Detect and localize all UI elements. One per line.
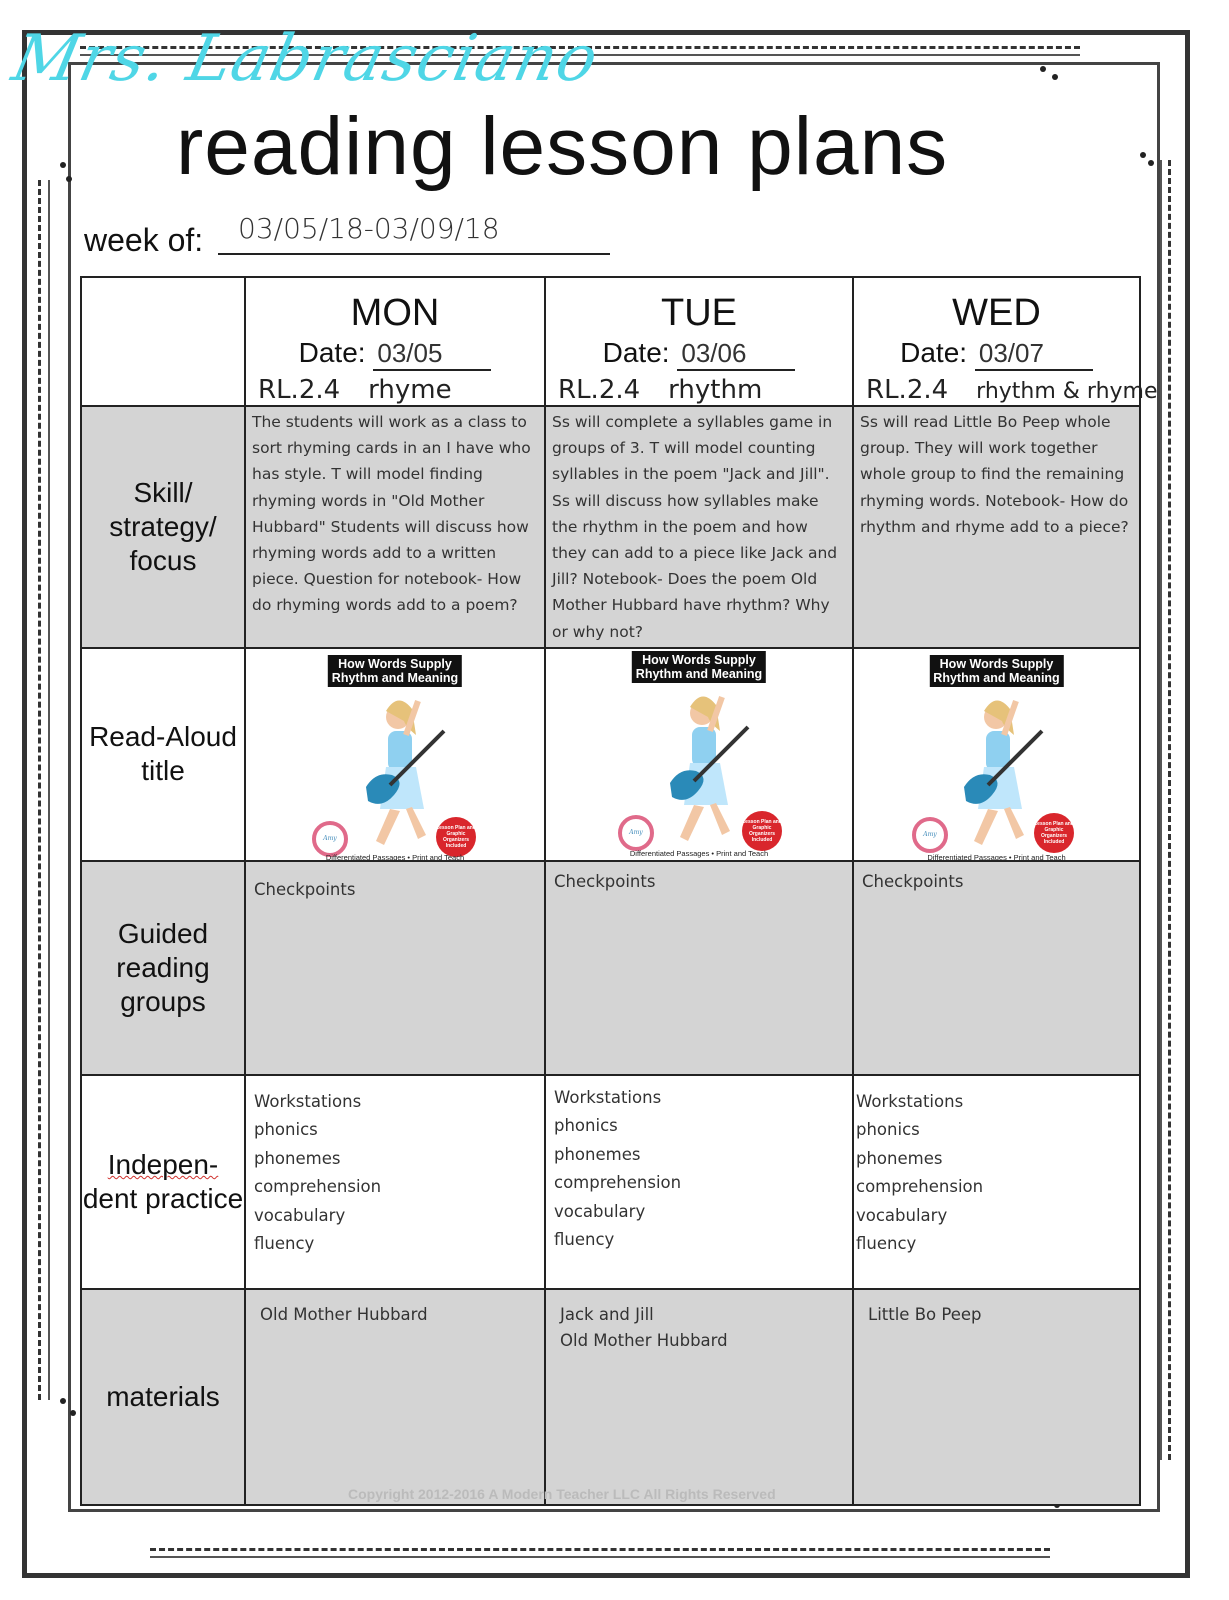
- guided-row: [81, 861, 1140, 1075]
- materials-cell-wed: [853, 1289, 1140, 1505]
- materials-cell-mon: [245, 1289, 545, 1505]
- book-cover: [854, 649, 1139, 860]
- book-title-line: Rhythm and Meaning: [635, 666, 763, 681]
- material-item: Jack and Jill: [560, 1304, 654, 1324]
- frame-dot: [1148, 160, 1154, 166]
- skill-row: [81, 406, 1140, 648]
- list-item: phonics: [254, 1120, 318, 1140]
- material-item: Old Mother Hubbard: [260, 1304, 428, 1324]
- frame-line: [1160, 160, 1162, 1460]
- lesson-plan-table: [80, 276, 1158, 1506]
- author-wreath: Amy: [618, 815, 654, 851]
- topic: rhythm & rhyme: [976, 379, 1158, 404]
- workstation-list: [854, 1076, 1139, 1271]
- included-seal: Lesson Plan and Graphic Organizers Included: [436, 817, 476, 857]
- standard-line: [546, 375, 852, 405]
- materials-cell-tue: [545, 1289, 853, 1505]
- book-title: [328, 655, 462, 687]
- checkpoints-text: Checkpoints: [862, 871, 964, 891]
- list-item: comprehension: [254, 1177, 382, 1197]
- independent-row: [81, 1075, 1140, 1289]
- checkpoints-text: Checkpoints: [254, 879, 356, 899]
- list-item: comprehension: [856, 1177, 984, 1197]
- topic: rhythm: [668, 375, 763, 405]
- day-name: TUE: [661, 292, 737, 334]
- list-item: phonemes: [554, 1144, 641, 1164]
- list-item: phonics: [856, 1120, 920, 1140]
- book-footer: Differentiated Passages • Print and Teach: [629, 848, 769, 858]
- frame-dot: [1040, 66, 1046, 72]
- list-item: fluency: [254, 1234, 315, 1254]
- list-heading: Workstations: [254, 1091, 362, 1111]
- book-title-line: Rhythm and Meaning: [331, 670, 459, 685]
- list-item: vocabulary: [554, 1201, 646, 1221]
- independent-cell-tue: [545, 1075, 853, 1289]
- row-label-part: Indepen-: [107, 1148, 219, 1180]
- list-item: comprehension: [554, 1173, 682, 1193]
- week-of-underline: [218, 253, 610, 255]
- skill-text: Ss will complete a syllables game in groups of 3. T will model counting syllables in the poem "Jack and Jill". Ss will discuss how syllables make the rhythm in the poem and how they can add to a piece like Jack and Jill? Notebook- Does the poem Old Mother Hubbard have rhythm? Why or why not?: [552, 413, 838, 641]
- standard-code: RL.2.4: [258, 375, 341, 405]
- week-of-value: 03/05/18-03/09/18: [238, 212, 500, 245]
- materials-row: [81, 1289, 1140, 1505]
- materials-list: [246, 1290, 544, 1340]
- frame-dash: [38, 180, 41, 1400]
- skill-cell-tue: [545, 406, 853, 648]
- standard-code: RL.2.4: [866, 375, 949, 405]
- book-footer: Differentiated Passages • Print and Teach: [927, 852, 1066, 862]
- date-label: Date:: [900, 337, 968, 368]
- guided-cell-wed: [853, 861, 1140, 1075]
- day-header-mon: [245, 277, 545, 406]
- skill-cell-wed: [853, 406, 1140, 648]
- copyright-notice: Copyright 2012-2016 A Modern Teacher LLC All Rights Reserved: [348, 1486, 776, 1502]
- list-item: fluency: [856, 1234, 917, 1254]
- topic: rhyme: [368, 375, 452, 405]
- author-wreath: Amy: [312, 821, 348, 857]
- standard-code: RL.2.4: [558, 375, 641, 405]
- frame-dot: [60, 1398, 66, 1404]
- week-of-label: week of:: [84, 222, 204, 258]
- frame-dash: [1168, 160, 1171, 1460]
- book-cover: [246, 649, 544, 860]
- date-value: 03/07: [975, 338, 1093, 371]
- material-item: Little Bo Peep: [868, 1304, 982, 1324]
- day-header-wed: [853, 277, 1158, 406]
- day-name: WED: [952, 292, 1041, 334]
- frame-dot: [1140, 152, 1146, 158]
- skill-text: The students will work as a class to sort rhyming cards in an I have who has style. T will model finding rhyming words in "Old Mother Hubbard" Students will discuss how rhyming words add to a written piece. Question for notebook- How do rhyming words add to a poem?: [252, 413, 531, 615]
- date-line: [546, 337, 852, 371]
- corner-cell: [81, 277, 245, 406]
- materials-list: [546, 1290, 852, 1366]
- teacher-signature: Mrs. Labrasciano: [6, 22, 605, 96]
- day-header-tue: [545, 277, 853, 406]
- frame-dot: [1052, 74, 1058, 80]
- readaloud-row: [81, 648, 1140, 861]
- row-label-readaloud: Read-Aloud title: [81, 648, 245, 861]
- standard-line: [246, 375, 544, 405]
- list-heading: Workstations: [554, 1087, 662, 1107]
- book-title-line: How Words Supply: [642, 652, 756, 667]
- independent-cell-mon: [245, 1075, 545, 1289]
- readaloud-cell-tue: [545, 648, 853, 861]
- independent-cell-wed: [853, 1075, 1140, 1289]
- frame-line: [48, 180, 50, 1400]
- readaloud-cell-mon: [245, 648, 545, 861]
- list-item: phonemes: [254, 1148, 341, 1168]
- row-label-independent: [81, 1075, 245, 1289]
- book-footer: Differentiated Passages • Print and Teach: [325, 852, 465, 862]
- frame-line: [150, 1556, 1050, 1558]
- standard-line: [854, 375, 1158, 405]
- frame-dot: [60, 162, 66, 168]
- material-item: Old Mother Hubbard: [560, 1330, 728, 1350]
- row-label-skill: Skill/ strategy/ focus: [81, 406, 245, 648]
- checkpoints-text: Checkpoints: [554, 871, 656, 891]
- included-seal: Lesson Plan and Graphic Organizers Included: [742, 811, 782, 851]
- list-item: vocabulary: [856, 1205, 948, 1225]
- book-cover: [546, 649, 852, 860]
- row-label-materials: materials: [81, 1289, 245, 1505]
- frame-dot: [70, 1410, 76, 1416]
- list-item: phonics: [554, 1116, 618, 1136]
- workstation-list: [546, 1076, 852, 1267]
- frame-dot: [66, 176, 72, 182]
- author-wreath: Amy: [912, 817, 948, 853]
- included-seal: Lesson Plan and Graphic Organizers Included: [1034, 813, 1074, 853]
- skill-text: Ss will read Little Bo Peep whole group. They will work together whole group to find the remaining rhyming words. Notebook- How do rhythm and rhyme add to a piece?: [860, 413, 1129, 536]
- frame-dash: [150, 1548, 1050, 1551]
- table-header-row: [81, 277, 1140, 406]
- book-title: [929, 655, 1063, 687]
- date-value: 03/06: [677, 338, 795, 371]
- book-title-line: How Words Supply: [939, 656, 1054, 671]
- row-label-part: dent practice: [82, 1182, 244, 1214]
- row-label-guided: Guided reading groups: [81, 861, 245, 1075]
- date-value: 03/05: [373, 338, 491, 371]
- workstation-list: [246, 1076, 544, 1271]
- book-title-line: Rhythm and Meaning: [933, 670, 1060, 685]
- list-item: phonemes: [856, 1148, 943, 1168]
- guided-cell-mon: [245, 861, 545, 1075]
- list-item: fluency: [554, 1230, 615, 1250]
- materials-list: [854, 1290, 1139, 1340]
- list-heading: Workstations: [856, 1091, 964, 1111]
- date-label: Date:: [602, 337, 670, 368]
- day-name: MON: [350, 292, 440, 334]
- guided-cell-tue: [545, 861, 853, 1075]
- readaloud-cell-wed: [853, 648, 1140, 861]
- date-label: Date:: [298, 337, 366, 368]
- book-title-line: How Words Supply: [338, 656, 452, 671]
- book-title: [632, 651, 766, 683]
- date-line: [854, 337, 1139, 371]
- skill-cell-mon: [245, 406, 545, 648]
- page-title: reading lesson plans: [176, 101, 949, 192]
- date-line: [246, 337, 544, 371]
- list-item: vocabulary: [254, 1205, 346, 1225]
